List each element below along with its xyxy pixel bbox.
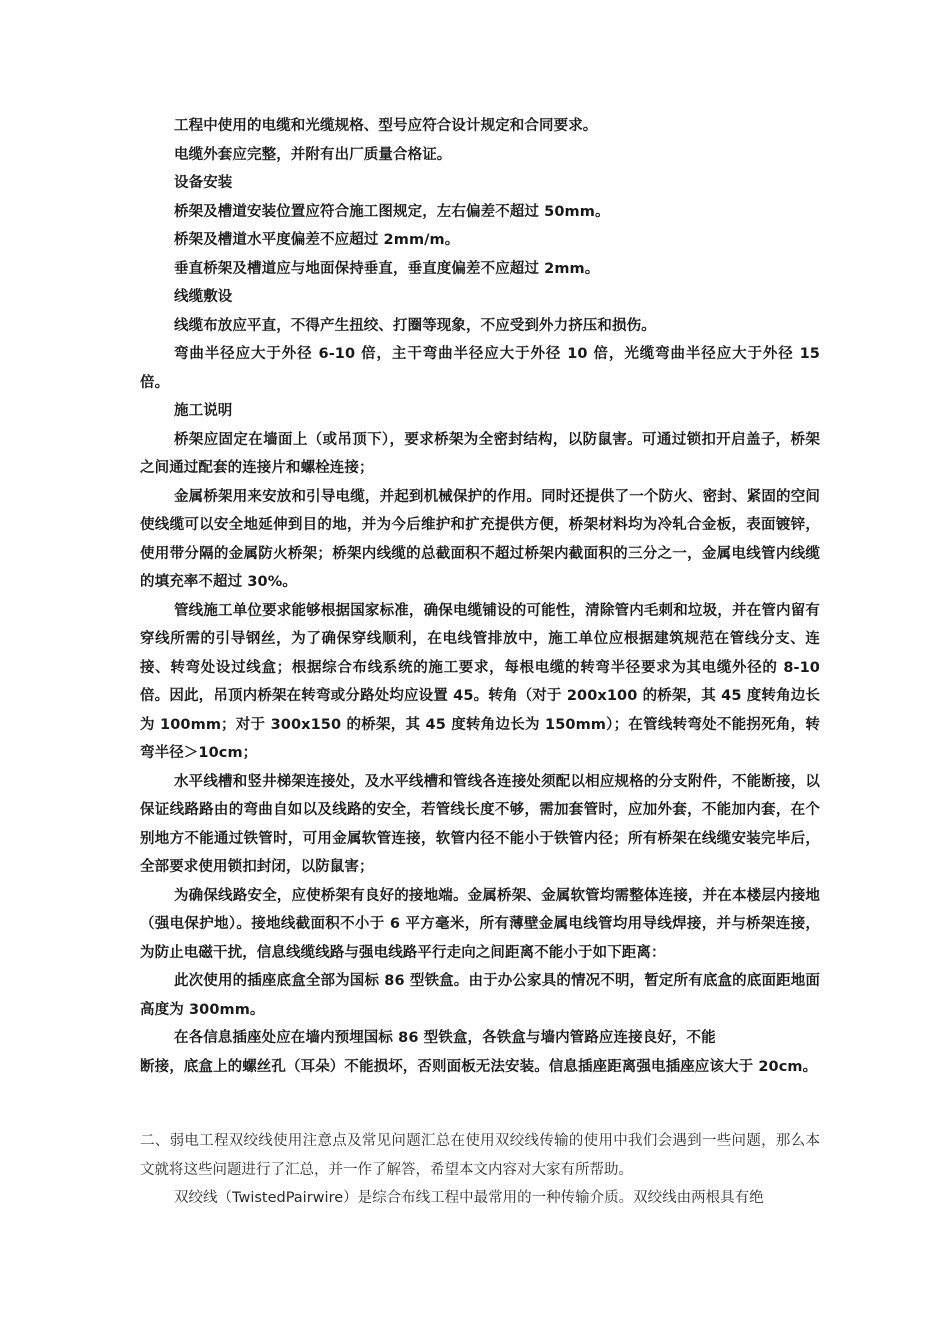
section2-intro-paragraph: 双绞线（TwistedPairwire）是综合布线工程中最常用的一种传输介质。双绞线由两根具有绝 — [174, 1190, 764, 1206]
section2-heading-paragraph: 二、弱电工程双绞线使用注意点及常见问题汇总在使用双绞线传输的使用中我们会遇到一些问题，那么本文就将这些问题进行了汇总，并一作了解答，希望本文内容对大家有所帮助。 — [140, 1133, 820, 1178]
heading-construction-notes: 施工说明 — [174, 403, 233, 419]
paragraph-cable-spec: 工程中使用的电缆和光缆规格、型号应符合设计规定和合同要求。 — [174, 118, 598, 134]
heading-cable-laying: 线缆敷设 — [174, 289, 233, 305]
paragraph-conduit-work: 管线施工单位要求能够根据国家标准，确保电缆铺设的可能性，清除管内毛刺和垃圾，并在管内留有穿线所需的引导钢丝，为了确保穿线顺利，在电线管排放中，施工单位应根据建筑规范在管线分支、连接、转弯处设过线盒；根据综合布线系统的施工要求，每根电缆的转弯半径要求为其电缆外径的 8-10 倍。因此，吊顶内桥架在转弯或分路处均应设置 45。转角（对于 200x100 的桥架，其 45 度转角边长为 100mm；对于 300x150 的桥架，其 45 度转角边长为 150mm）；在管线转弯处不能拐死角，转弯半径＞10cm； — [140, 602, 820, 761]
paragraph-trunking-connection: 水平线槽和竖井梯架连接处，及水平线槽和管线各连接处须配以相应规格的分支附件，不能断接，以保证线路路由的弯曲自如以及线路的安全，若管线长度不够，需加套管时，应加外套，不能加内套，在个别地方不能通过铁管时，可用金属软管连接，软管内径不能小于铁管内径；所有桥架在线缆安装完毕后，全部要求使用锁扣封闭，以防鼠害； — [140, 773, 820, 875]
paragraph-info-socket: 在各信息插座处应在墙内预埋国标 86 型铁盒，各铁盒与墙内管路应连接良好，不能 — [174, 1030, 716, 1046]
paragraph-cable-sheath: 电缆外套应完整，并附有出厂质量合格证。 — [174, 146, 452, 163]
paragraph-socket-box: 此次使用的插座底盒全部为国标 86 型铁盒。由于办公家具的情况不明，暂定所有底盒的底面距地面高度为 300mm。 — [140, 973, 820, 1018]
paragraph-tray-fixing: 桥架应固定在墙面上（或吊顶下），要求桥架为全密封结构，以防鼠害。可通过锁扣开启盖子，桥架之间通过配套的连接片和螺栓连接； — [140, 431, 820, 476]
section-twisted-pair — [140, 1127, 820, 1213]
paragraph-vertical-tray: 垂直桥架及槽道应与地面保持垂直，垂直度偏差不应超过 2mm。 — [174, 260, 600, 277]
paragraph-info-socket-cont: 断接，底盒上的螺丝孔（耳朵）不能损坏，否则面板无法安装。信息插座距离强电插座应该大于 20cm。 — [140, 1058, 818, 1075]
main-body — [140, 112, 820, 1081]
heading-equipment-install: 设备安装 — [174, 175, 233, 191]
paragraph-bend-radius: 弯曲半径应大于外径 6-10 倍，主干弯曲半径应大于外径 10 倍，光缆弯曲半径应大于外径 15 倍。 — [140, 346, 820, 391]
paragraph-tray-level: 桥架及槽道水平度偏差不应超过 2mm/m。 — [174, 232, 460, 248]
paragraph-cable-straight: 线缆布放应平直，不得产生扭绞、打圈等现象，不应受到外力挤压和损伤。 — [174, 317, 656, 334]
paragraph-metal-tray: 金属桥架用来安放和引导电缆，并起到机械保护的作用。同时还提供了一个防火、密封、紧固的空间使线缆可以安全地延伸到目的地，并为今后维护和扩充提供方便，桥架材料均为冷轧合金板，表面镀锌，使用带分隔的金属防火桥架；桥架内线缆的总截面积不超过桥架内截面积的三分之一，金属电线管内线缆的填充率不超过 30%。 — [140, 488, 820, 590]
paragraph-tray-position: 桥架及槽道安装位置应符合施工图规定，左右偏差不超过 50mm。 — [174, 203, 610, 220]
paragraph-grounding: 为确保线路安全，应使桥架有良好的接地端。金属桥架、金属软管均需整体连接，并在本楼层内接地（强电保护地）。接地线截面积不小于 6 平方毫米，所有薄壁金属电线管均用导线焊接，并与桥架连接，为防止电磁干扰，信息线缆线路与强电线路平行走向之间距离不能小于如下距离： — [140, 887, 820, 961]
